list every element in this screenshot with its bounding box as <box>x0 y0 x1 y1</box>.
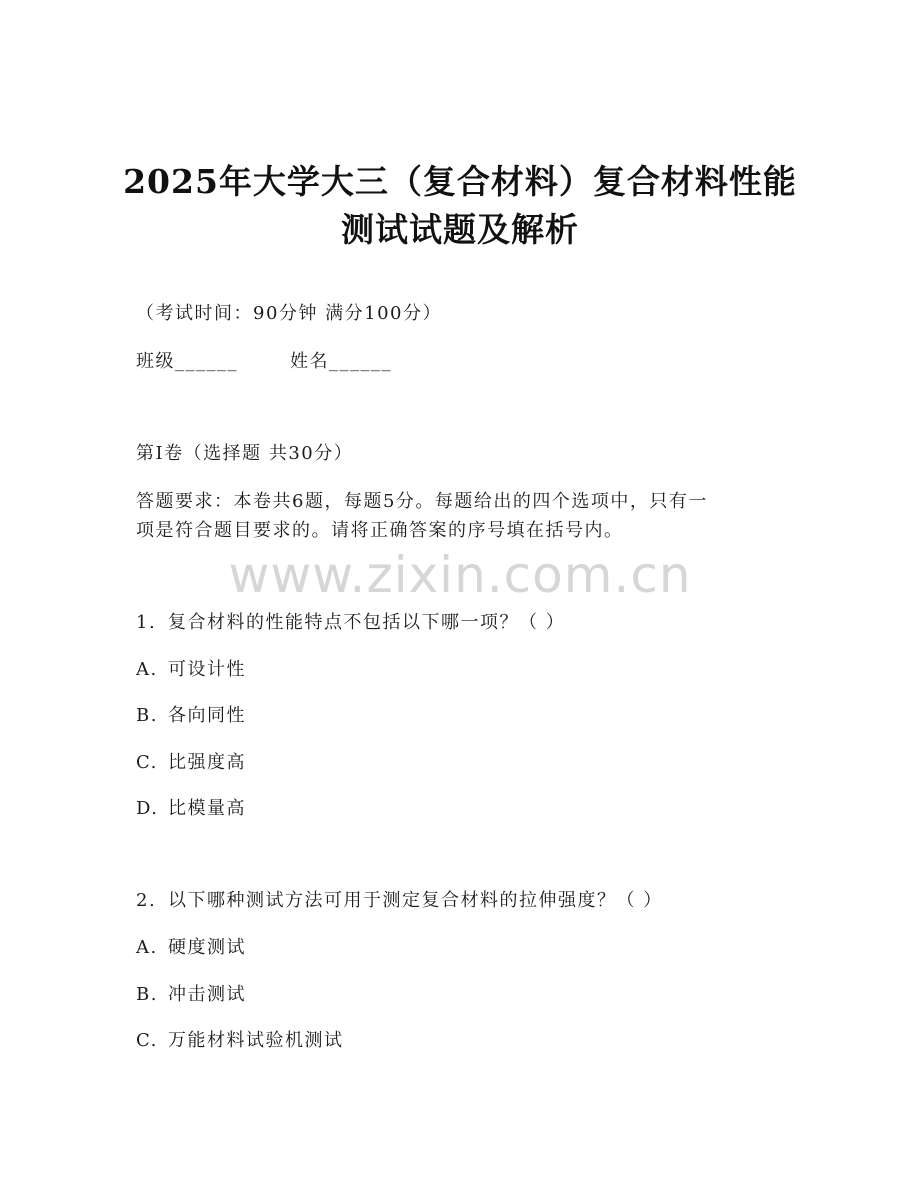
option-letter: B. <box>136 705 158 726</box>
class-field-label: 班级______ <box>136 351 238 372</box>
option-1c <box>136 751 246 775</box>
option-letter: C. <box>136 752 158 773</box>
section-heading: 第I卷（选择题 共30分） <box>136 443 354 464</box>
question-text: 以下哪种测试方法可用于测定复合材料的拉伸强度？（ ） <box>168 890 663 911</box>
document-title-line-2: 测试试题及解析 <box>341 210 579 249</box>
option-text: 比强度高 <box>168 752 246 773</box>
option-letter: C. <box>136 1030 158 1051</box>
option-letter: D. <box>136 798 159 819</box>
option-text: 万能材料试验机测试 <box>168 1030 344 1051</box>
option-2b <box>136 983 246 1007</box>
name-field-label: 姓名______ <box>290 351 392 372</box>
question-2 <box>136 889 663 913</box>
option-text: 各向同性 <box>168 705 246 726</box>
option-text: 比模量高 <box>168 798 246 819</box>
watermark: www.zixin.com.cn <box>228 546 692 604</box>
student-info-fields <box>136 350 392 374</box>
question-number: 2. <box>136 890 157 911</box>
question-number: 1. <box>136 612 157 633</box>
instructions-line-2: 项是符合题目要求的。请将正确答案的序号填在括号内。 <box>136 520 624 541</box>
option-1a <box>136 658 246 682</box>
option-text: 硬度测试 <box>168 937 246 958</box>
option-1d <box>136 797 246 821</box>
option-letter: A. <box>136 937 158 958</box>
document-title-line-1: 2025年大学大三（复合材料）复合材料性能 <box>123 162 797 201</box>
option-2c <box>136 1029 344 1053</box>
option-2a <box>136 936 246 960</box>
exam-time-info: （考试时间：90分钟 满分100分） <box>136 303 442 324</box>
option-text: 可设计性 <box>168 659 246 680</box>
question-1 <box>136 611 565 635</box>
option-text: 冲击测试 <box>168 984 246 1005</box>
instructions-line-1: 答题要求：本卷共6题，每题5分。每题给出的四个选项中，只有一 <box>136 491 708 512</box>
question-text: 复合材料的性能特点不包括以下哪一项？（ ） <box>168 612 566 633</box>
option-letter: A. <box>136 659 158 680</box>
option-1b <box>136 704 246 728</box>
option-letter: B. <box>136 984 158 1005</box>
